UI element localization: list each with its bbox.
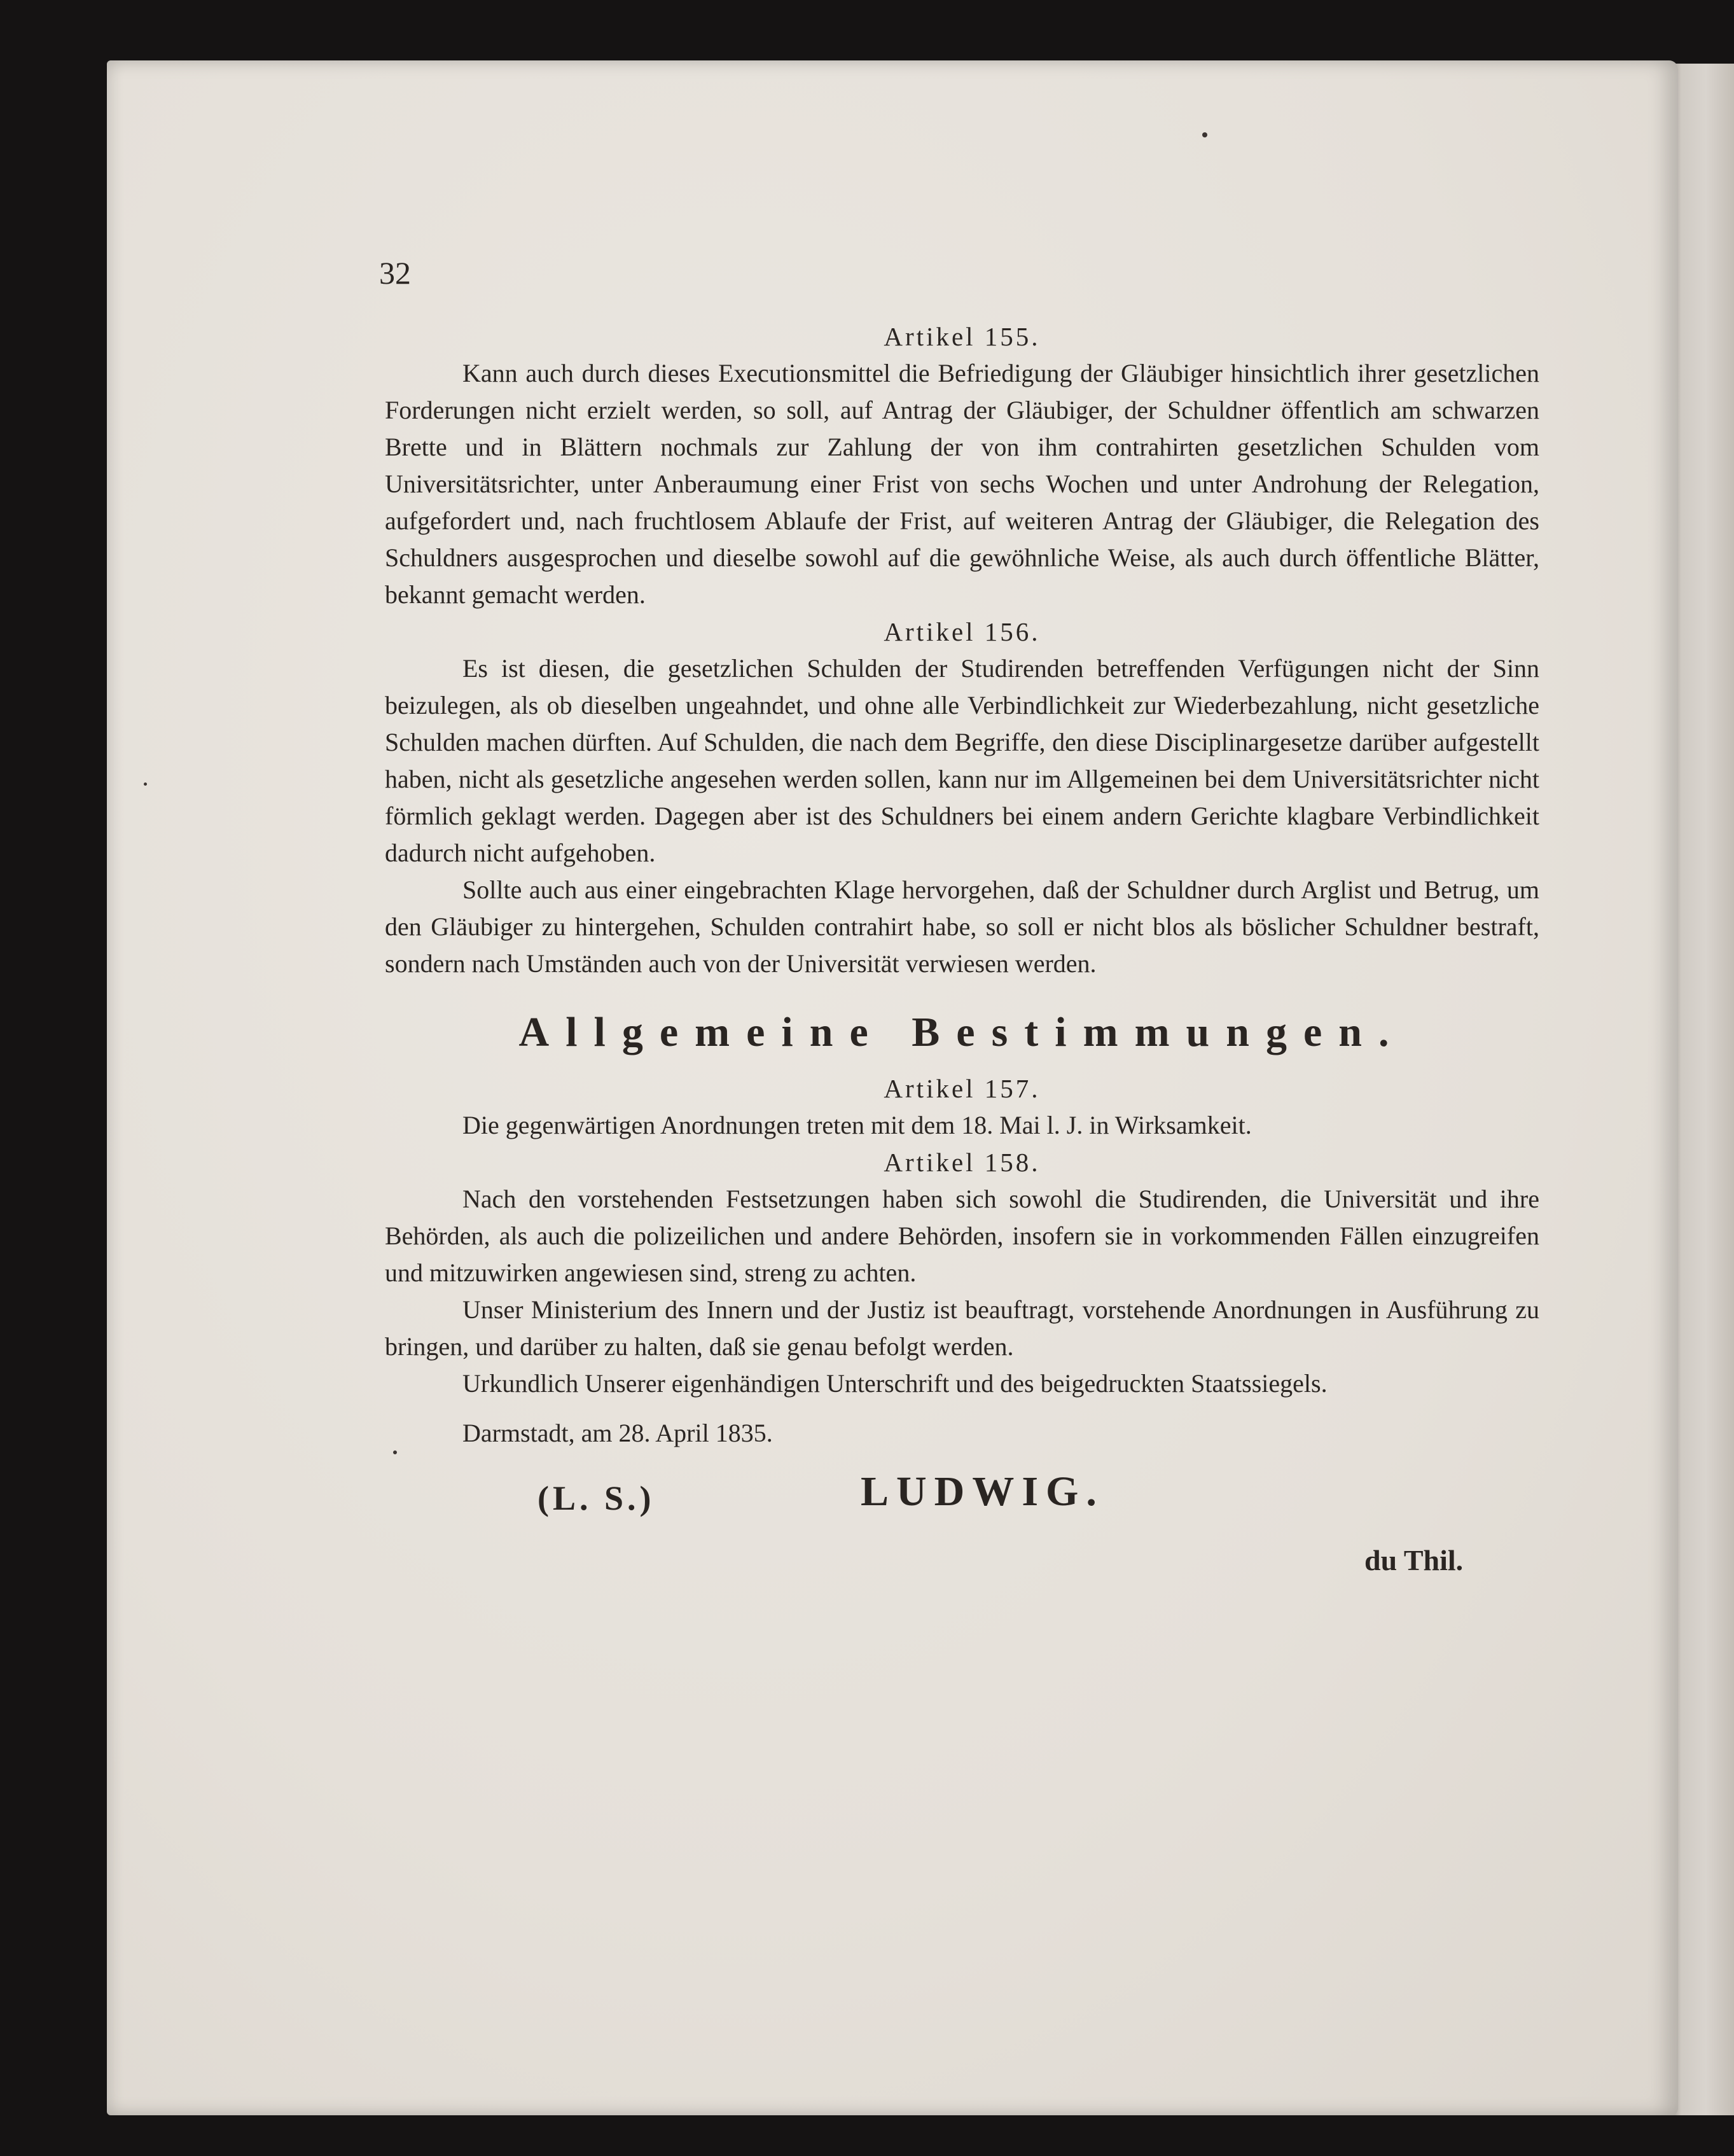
article-heading: Artikel 155.	[884, 322, 1041, 351]
article-paragraph: Kann auch durch dieses Executionsmittel die Befriedigung der Gläubiger hinsichtlich ihrer gesetzlichen Forderungen nicht erzielt werden, so soll, auf Antrag der Gläubiger, der Schuldner öffentlich am schwarzen Brette und in Blättern nochmals zur Zahlung der von ihm contrahirten gesetzlichen Schulden vom Universitätsrichter, unter Anberaumung einer Frist von sechs Wochen und unter Androhung der Relegation, aufgefordert und, nach fruchtlosem Ablaufe der Frist, auf weiteren Antrag der Gläubiger, die Relegation des Schuldners ausgesprochen und dieselbe sowohl auf die gewöhnliche Weise, als auch durch öffentliche Blätter, bekannt gemacht werden.	[385, 359, 1539, 609]
article-paragraph: Unser Ministerium des Innern und der Justiz ist beauftragt, vorstehende Anordnungen in Ausführung zu bringen, und darüber zu halten, daß sie genau befolgt werden.	[385, 1295, 1539, 1361]
document-body	[385, 318, 1539, 1576]
sovereign-signature: LUDWIG.	[861, 1468, 1104, 1515]
article-158	[385, 1144, 1539, 1402]
countersignature: du Thil.	[1364, 1544, 1464, 1576]
seal-mark: (L. S.)	[538, 1479, 655, 1517]
article-paragraph: Die gegenwärtigen Anordnungen treten mit dem 18. Mai l. J. in Wirksamkeit.	[462, 1111, 1252, 1139]
ink-speck	[1202, 132, 1207, 137]
article-155	[385, 318, 1539, 613]
article-paragraph: Urkundlich Unserer eigenhändigen Unterschrift und des beigedruckten Staatssiegels.	[462, 1369, 1328, 1398]
ink-speck	[144, 782, 147, 786]
date-line: Darmstadt, am 28. April 1835.	[462, 1419, 773, 1447]
signature-block	[385, 1468, 1539, 1576]
article-heading: Artikel 157.	[884, 1074, 1041, 1103]
article-paragraph: Sollte auch aus einer eingebrachten Klage hervorgehen, daß der Schuldner durch Arglist und Betrug, um den Gläubiger zu hintergehen, Schulden contrahirt habe, so soll er nicht blos als böslicher Schuldner bestraft, sondern nach Umständen auch von der Universität verwiesen werden.	[385, 875, 1539, 978]
article-paragraph: Es ist diesen, die gesetzlichen Schulden der Studirenden betreffenden Verfügungen nicht der Sinn beizulegen, als ob dieselben ungeahndet, und ohne alle Verbindlichkeit zur Wiederbezahlung, nicht gesetzliche Schulden machen dürften. Auf Schulden, die nach dem Begriffe, den diese Disciplinargesetze darüber aufgestellt haben, nicht als gesetzliche angesehen werden sollen, kann nur im Allgemeinen bei dem Universitätsrichter nicht förmlich geklagt werden. Dagegen aber ist des Schuldners bei einem andern Gerichte klagbare Verbindlichkeit dadurch nicht aufgehoben.	[385, 654, 1539, 867]
section-title: Allgemeine Bestimmungen.	[518, 1009, 1406, 1055]
article-heading: Artikel 156.	[884, 617, 1041, 646]
article-paragraph: Nach den vorstehenden Festsetzungen haben sich sowohl die Studirenden, die Universität und ihre Behörden, als auch die polizeilichen und andere Behörden, insofern sie in vorkommenden Fällen einzugreifen und mitzuwirken angewiesen sind, streng zu achten.	[385, 1185, 1539, 1287]
article-156	[385, 613, 1539, 982]
page-number: 32	[379, 255, 411, 291]
article-heading: Artikel 158.	[884, 1148, 1041, 1177]
article-157	[385, 1070, 1539, 1144]
